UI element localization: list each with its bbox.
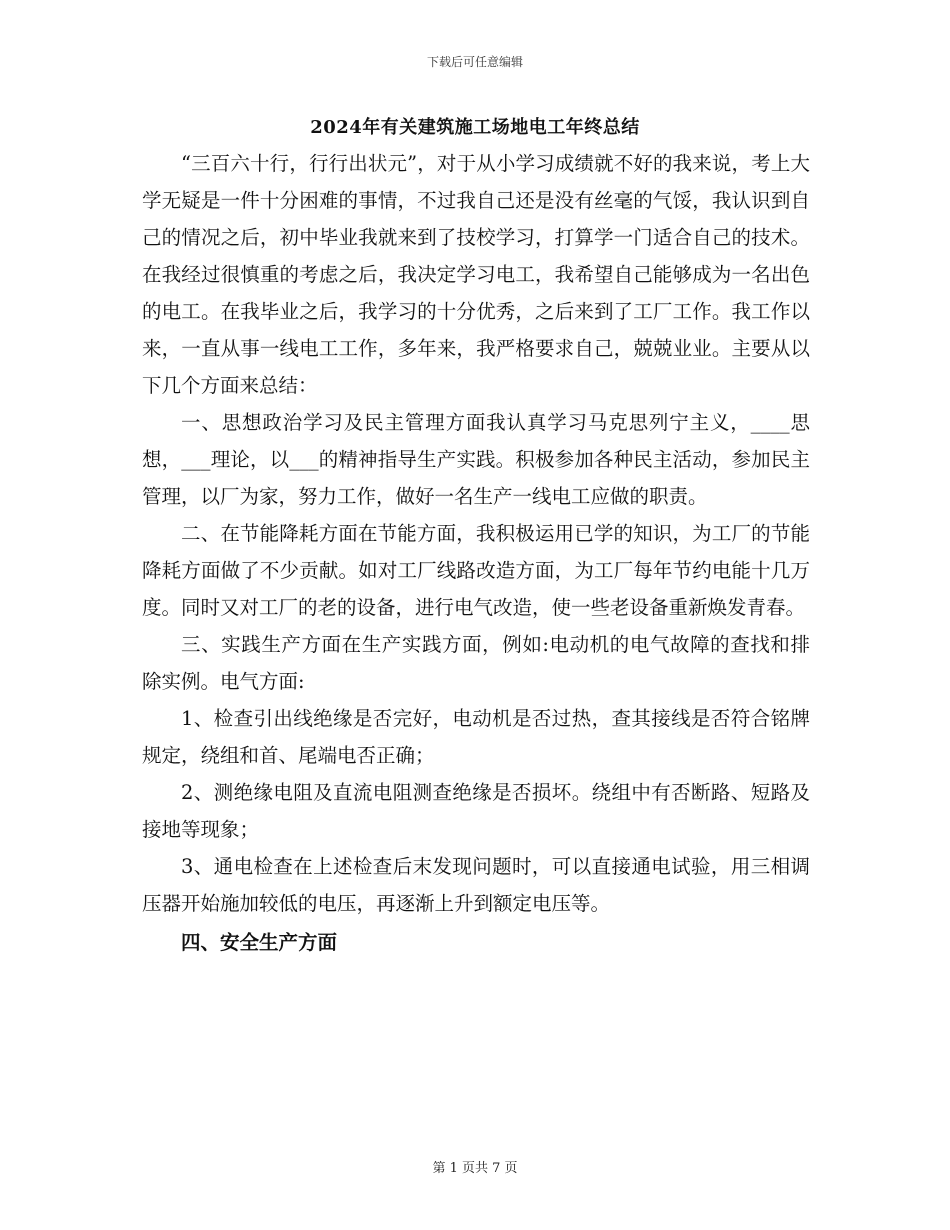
list-item-3: 3、通电检查在上述检查后末发现问题时，可以直接通电试验，用三相调压器开始施加较低的电压，再逐渐上升到额定电压等。: [142, 855, 810, 915]
paragraph-section-2: 二、在节能降耗方面在节能方面，我积极运用已学的知识，为工厂的节能降耗方面做了不少贡献。如对工厂线路改造方面，为工厂每年节约电能十几万度。同时又对工厂的老的设备，进行电气改造，使一些老设备重新焕发青春。: [142, 522, 810, 619]
list-item-2: 2、测绝缘电阻及直流电阻测查绝缘是否损坏。绕组中有否断路、短路及接地等现象；: [142, 781, 810, 841]
paragraph-section-3: 三、实践生产方面在生产实践方面，例如:电动机的电气故障的查找和排除实例。电气方面:: [142, 633, 810, 693]
paragraph-intro: “三百六十行，行行出状元”，对于从小学习成绩就不好的我来说，考上大学无疑是一件十分困难的事情，不过我自己还是没有丝毫的气馁，我认识到自己的情况之后，初中毕业我就来到了技校学习，打算学一门适合自己的技术。在我经过很慎重的考虑之后，我决定学习电工，我希望自己能够成为一名出色的电工。在我毕业之后，我学习的十分优秀，之后来到了工厂工作。我工作以来，一直从事一线电工工作，多年来，我严格要求自己，兢兢业业。主要从以下几个方面来总结：: [142, 152, 810, 397]
page-header: 下载后可任意编辑: [426, 55, 523, 69]
list-item-1: 1、检查引出线绝缘是否完好，电动机是否过热，查其接线是否符合铭牌规定，绕组和首、尾端电否正确；: [142, 707, 810, 767]
page-number: 第 1 页共 7 页: [432, 1161, 518, 1176]
document-title: 2024年有关建筑施工场地电工年终总结: [310, 117, 640, 138]
document-body: [142, 145, 810, 961]
paragraph-section-1: 一、思想政治学习及民主管理方面我认真学习马克思列宁主义，____思想，___理论，以___的精神指导生产实践。积极参加各种民主活动，参加民主管理，以厂为家，努力工作，做好一名生产一线电工应做的职责。: [142, 411, 810, 508]
section-heading-safety: 四、安全生产方面: [181, 931, 338, 954]
